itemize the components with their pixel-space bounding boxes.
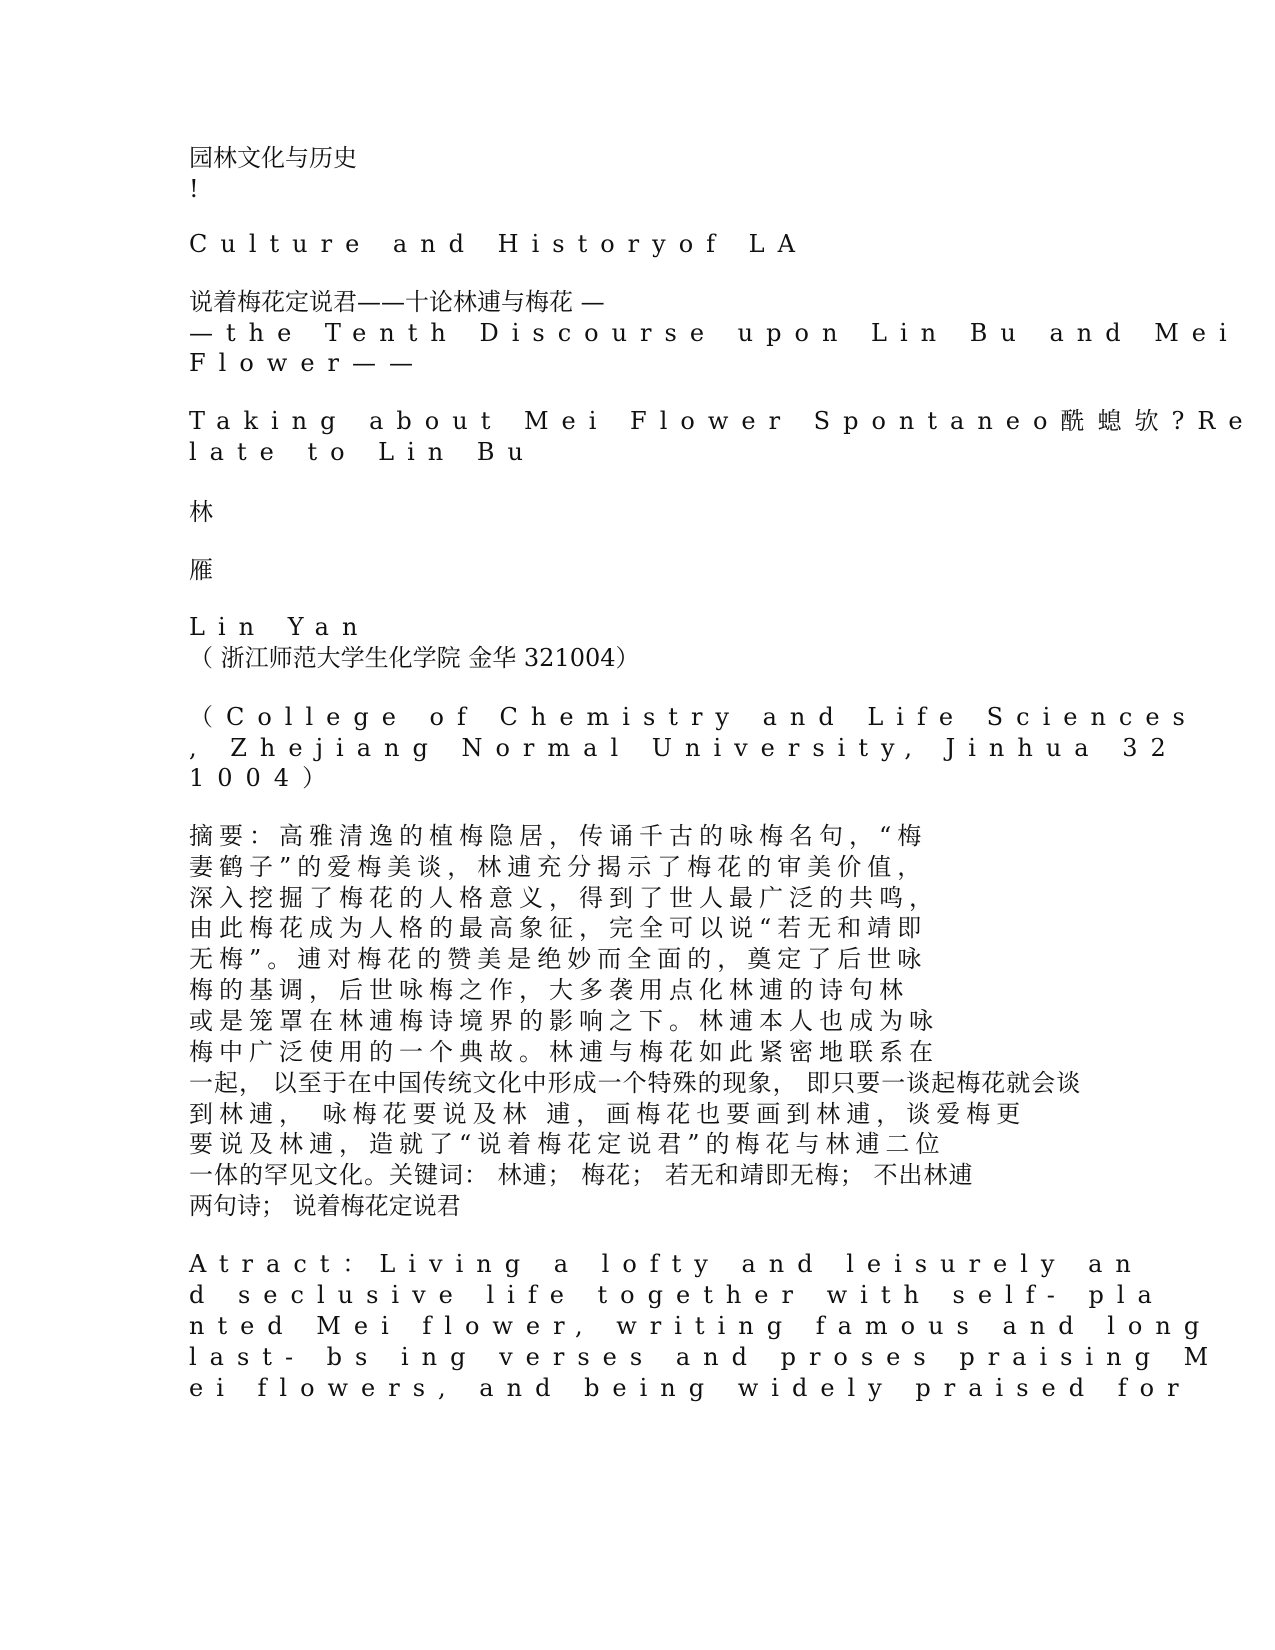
title-en-line-1: —the Tenth Discourse upon Lin Bu and Mei — [189, 319, 1240, 347]
abstract-en-line: d seclusive life together with self- pla — [189, 1281, 1165, 1309]
abstract-en-line: ei flowers, and being widely praised for — [189, 1374, 1192, 1402]
author-surname-cn: 林 — [189, 498, 213, 526]
title-cn: 说着梅花定说君——十论林逋与梅花 — — [189, 288, 605, 316]
abstract-cn-line: 梅中广泛使用的一个典故。林逋与梅花如此紧密地联系在 — [189, 1038, 939, 1066]
title-en-line-2: Flower—— — [189, 349, 426, 377]
affiliation-en-line-1: （College of Chemistry and Life Sciences — [189, 703, 1198, 731]
english-title-line-1: Taking about Mei Flower Spontaneo酰螅欤?Re — [189, 407, 1256, 435]
abstract-cn-line: 摘要：高雅清逸的植梅隐居，传诵千古的咏梅名句，“梅 — [189, 822, 928, 850]
abstract-cn-line: 梅的基调，后世咏梅之作，大多袭用点化林逋的诗句林 — [189, 976, 909, 1004]
abstract-cn-line: 或是笼罩在林逋梅诗境界的影响之下。林逋本人也成为咏 — [189, 1007, 939, 1035]
header-mark: ! — [189, 175, 199, 203]
abstract-cn-line: 到林逋， 咏梅花要说及林 逋，画梅花也要画到林逋，谈爱梅更 — [189, 1100, 1027, 1128]
abstract-cn-line: 无梅”。逋对梅花的赞美是绝妙而全面的，奠定了后世咏 — [189, 945, 928, 973]
abstract-cn-line: 深入挖掘了梅花的人格意义，得到了世人最广泛的共鸣， — [189, 884, 939, 912]
affiliation-cn: （ 浙江师范大学生化学院 金华 321004） — [189, 644, 640, 672]
section-header: 园林文化与历史 — [189, 144, 357, 172]
abstract-cn-line: 一起， 以至于在中国传统文化中形成一个特殊的现象， 即只要一谈起梅花就会谈 — [189, 1069, 1082, 1097]
abstract-en-line: nted Mei flower, writing famous and long — [189, 1312, 1213, 1340]
affiliation-en-line-2: , Zhejiang Normal University, Jinhua 32 — [189, 734, 1179, 762]
abstract-cn-line: 妻鹤子”的爱梅美谈，林逋充分揭示了梅花的审美价值， — [189, 853, 928, 881]
affiliation-en-line-3: 1004） — [189, 764, 340, 792]
section-header-en: Culture and Historyof LA — [189, 230, 808, 258]
english-title-line-2: late to Lin Bu — [189, 438, 536, 466]
abstract-cn-line: 一体的罕见文化。关键词： 林逋； 梅花； 若无和靖即无梅； 不出林逋 — [189, 1161, 974, 1189]
abstract-en-line: Atract：Living a lofty and leisurely an — [189, 1250, 1144, 1278]
abstract-en-line: last- bs ing verses and proses praising M — [189, 1343, 1222, 1371]
abstract-cn-line: 由此梅花成为人格的最高象征，完全可以说“若无和靖即 — [189, 914, 928, 942]
abstract-cn-line: 要说及林逋，造就了“说着梅花定说君”的梅花与林逋二位 — [189, 1130, 946, 1158]
author-name-en: Lin Yan — [189, 613, 371, 641]
abstract-cn-line: 两句诗； 说着梅花定说君 — [189, 1192, 461, 1220]
author-given-name-cn: 雁 — [189, 556, 213, 584]
